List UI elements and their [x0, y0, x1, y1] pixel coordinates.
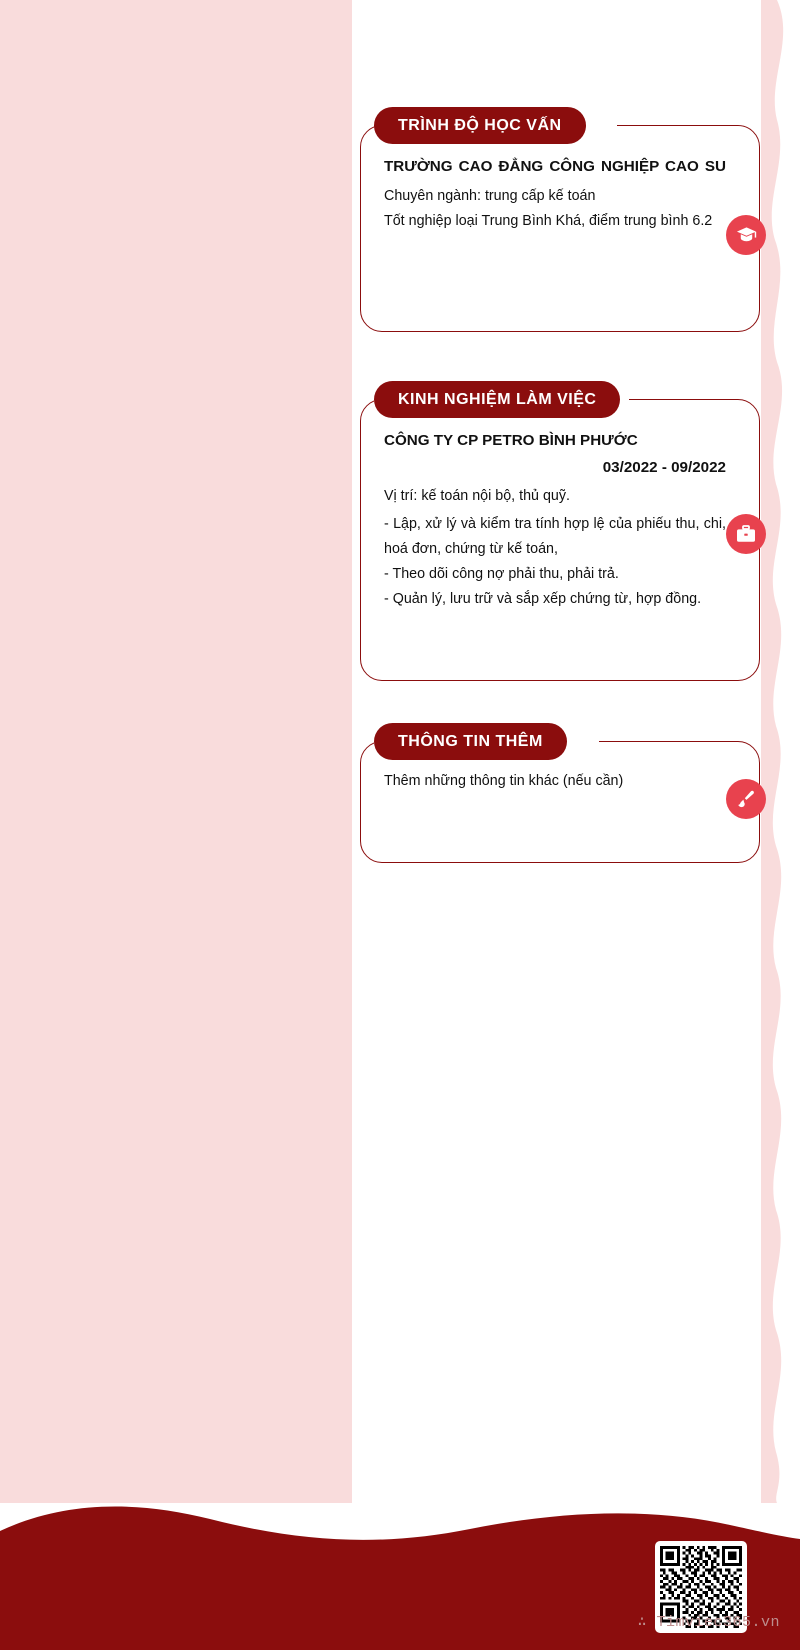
duty-item: - Quản lý, lưu trữ và sắp xếp chứng từ, hợp đồng. [384, 591, 702, 607]
employment-period: 03/2022 - 09/2022 [602, 459, 726, 476]
duty-item: - Lập, xử lý và kiểm tra tính hợp lệ của phiếu thu, chi, hoá đơn, chứng từ kế toán, [384, 516, 726, 557]
card-additional [360, 723, 760, 863]
wavy-divider [761, 0, 800, 1503]
education-badge: TRÌNH ĐỘ HỌC VẤN [374, 107, 586, 144]
paint-brush-icon [726, 779, 766, 819]
position: Vị trí: kế toán nội bộ, thủ quỹ. [384, 488, 570, 504]
major: Chuyên ngành: trung cấp kế toán [384, 188, 596, 204]
right-content [352, 0, 800, 1650]
duty-item: - Theo dõi công nợ phải thu, phải trả. [384, 566, 619, 582]
company-name: CÔNG TY CP PETRO BÌNH PHƯỚC [384, 432, 638, 449]
card-experience [360, 381, 760, 681]
school-name: TRƯỜNG CAO ĐẲNG CÔNG NGHIỆP CAO SU [384, 158, 726, 175]
watermark: ∴ Timviec365.vn [637, 1614, 780, 1631]
graduation-result: Tốt nghiệp loại Trung Bình Khá, điểm trung bình 6.2 [384, 213, 713, 229]
experience-badge: KINH NGHIỆM LÀM VIỆC [374, 381, 620, 418]
briefcase-icon [726, 514, 766, 554]
left-sidebar [0, 0, 352, 1503]
additional-body: Thêm những thông tin khác (nếu cần) [384, 773, 624, 789]
card-education [360, 107, 760, 332]
experience-content [360, 381, 760, 634]
additional-badge: THÔNG TIN THÊM [374, 723, 567, 760]
graduation-cap-icon [726, 215, 766, 255]
